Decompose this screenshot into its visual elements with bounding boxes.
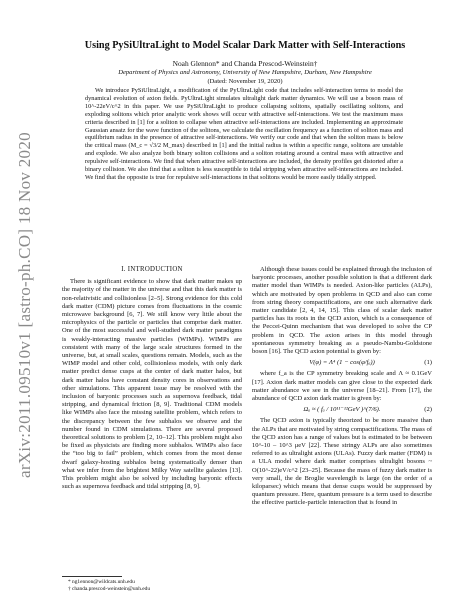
footnotes xyxy=(62,576,242,593)
right-paragraph-2: where f_a is the CP symmetry breaking scale and Λ ≈ 0.1GeV [17]. Axion dark matter models can give close to the expected dark matter abundance we see in the universe [18–21]. From [17], the abundance of QCD axion dark matter is given by: xyxy=(252,370,432,403)
footnote-email-1[interactable]: * ng1ennon@wildcats.unh.edu xyxy=(68,579,135,585)
abstract-text: We introduce PySiUltraLight, a modification of the PyUltraLight code that includes self-interaction terms to model the dynamical evolution of axion fields. PyUltraLight simulates ultralight dark matter dynamics. We will use a boson mass of 10^-22eV/c^2 in this paper. We use PySiUltraLight to produce collapsing solitons, spatially oscillating solitons, and exploding solitons which prior analytic work shows will occur with attractive self-interactions. We test the maximum mass criteria described in [1] for a soliton to collapse when attractive self-interactions are included. Implementing an approximate Gaussian ansatz for the wave function of the solitons, we calculate the oscillation frequency as a function of soliton mass and equilibrium radius in the presence of attractive self-interactions. We verify our code and that when the soliton mass is below the critical mass (M_c = √3/2 M_max) described in [1] and the initial radius is within a specific range, solitons are unstable and explode. We also analyze both binary soliton collisions and a soliton rotating around a central mass with attractive and repulsive self-interactions. We find that when attractive self-interactions are included, the density profiles get distorted after a binary collision. We also find that a soliton is less susceptible to tidal stripping when attractive self-interactions are included. We find that the opposite is true for repulsive self-interactions in that solitons would be more easily tidally stripped. xyxy=(85,87,403,181)
equation-2-body: Ωₐ ≈ ( fₐ / 10¹¹⁻¹²GeV )^(7/6). xyxy=(303,406,381,414)
arxiv-identifier: arXiv:2011.09510v1 [astro-ph.CO] 18 Nov 2020 xyxy=(15,132,34,478)
footnote-email-2[interactable]: † chanda.prescod-weinstein@unh.edu xyxy=(68,586,151,592)
equation-1 xyxy=(252,359,432,367)
footnote-rule xyxy=(62,576,122,577)
abstract xyxy=(85,87,403,182)
equation-1-number: (1) xyxy=(424,359,432,367)
equation-1-body: V(φ) = Λ⁴ (1 − cos(φ/fₐ)) xyxy=(309,359,375,367)
section-heading: I. INTRODUCTION xyxy=(121,266,183,273)
equation-2 xyxy=(252,406,432,414)
affiliation: Department of Physics and Astronomy, University of New Hampshire, Durham, New Hampshire xyxy=(118,69,372,76)
left-column xyxy=(62,266,242,491)
dated-line: (Dated: November 19, 2020) xyxy=(207,78,283,85)
right-paragraph-1: Although these issues could be explained through the inclusion of baryonic processes, another possible solution is that a different dark matter model than WIMPs is needed. Axion-like particles (ALPs), which are motivated by open problems in QCD and also can come from string theory compactifications, are one such alternative dark matter candidate [2, 4, 14, 15]. This class of scalar dark matter particles has its roots in the QCD axion, which is a consequence of the Peccei-Quinn mechanism that was developed to solve the CP problem in QCD. The axion arises in this model through spontaneous symmetry breaking as a pseudo-Nambu-Goldstone boson [16]. The QCD axion potential is given by: xyxy=(252,266,432,356)
arxiv-sidebar-stamp xyxy=(14,132,36,478)
equation-2-number: (2) xyxy=(424,406,432,414)
paper-title: Using PySiUltraLight to Model Scalar Dark Matter with Self-Interactions xyxy=(84,40,406,51)
left-paragraph: There is significant evidence to show that dark matter makes up the majority of the matter in the universe and that this dark matter is non-relativistic and collisionless [2–5]. Strong evidence for this cold dark matter (CDM) picture comes from fluctuations in the cosmic microwave background [6, 7]. We still know very little about the microphysics of the particle or particles that comprise dark matter. One of the most successful and well-studied dark matter paradigms is weakly-interacting massive particles (WIMPs). WIMPs are consistent with many of the large scale structures formed in the universe, but, at small scales, questions remain. Models, such as the WIMP model and other cold, collisionless models, with only dark matter predict dense cusps at the center of dark matter halos, but dark matter halos have constant density cores in observations and other simulations. This apparent issue may be resolved with the inclusion of baryonic processes such as supernova feedback, tidal stripping, and dynamical friction [8, 9]. Traditional CDM models like WIMPs also face the missing satellite problem, which refers to the discrepancy between the few subhalos we observe and the number found in CDM simulations. There are several proposed theoretical solutions to problem [2, 10–12]. This problem might also be fixed as physicists are finding more subhalos. WIMPs also face the “too big to fail” problem, which comes from the most dense dwarf galaxy-hosting subhalos being systematically denser than what we infer from the brightest Milky Way satellite galaxies [13]. This problem might also be solved by including baryonic effects such as supernova feedback and tidal stripping [8, 9]. xyxy=(62,278,242,491)
right-paragraph-3: The QCD axion is typically theorized to be more massive than the ALPs that are motivated by string compactifications. The mass of the QCD axion has a range of values but is estimated to be between 10^-10 – 10^3 μeV [22]. These stringy ALPs are also sometimes referred to as ultralight axions (ULAs). Fuzzy dark matter (FDM) is a ULA model where dark matter comprises ultralight bosons ~ O(10^-22)eV/c^2 [23–25]. Because the mass of fuzzy dark matter is very small, the de Broglie wavelength is large (on the order of a kiloparsec) which means that dense cusps would be suppressed by quantum pressure. Here, quantum pressure is a term used to describe the effective particle-particle interaction that is found in xyxy=(252,417,432,507)
author-list: Noah Glennon* and Chanda Prescod-Weinstein† xyxy=(172,59,318,68)
right-column xyxy=(252,266,432,508)
